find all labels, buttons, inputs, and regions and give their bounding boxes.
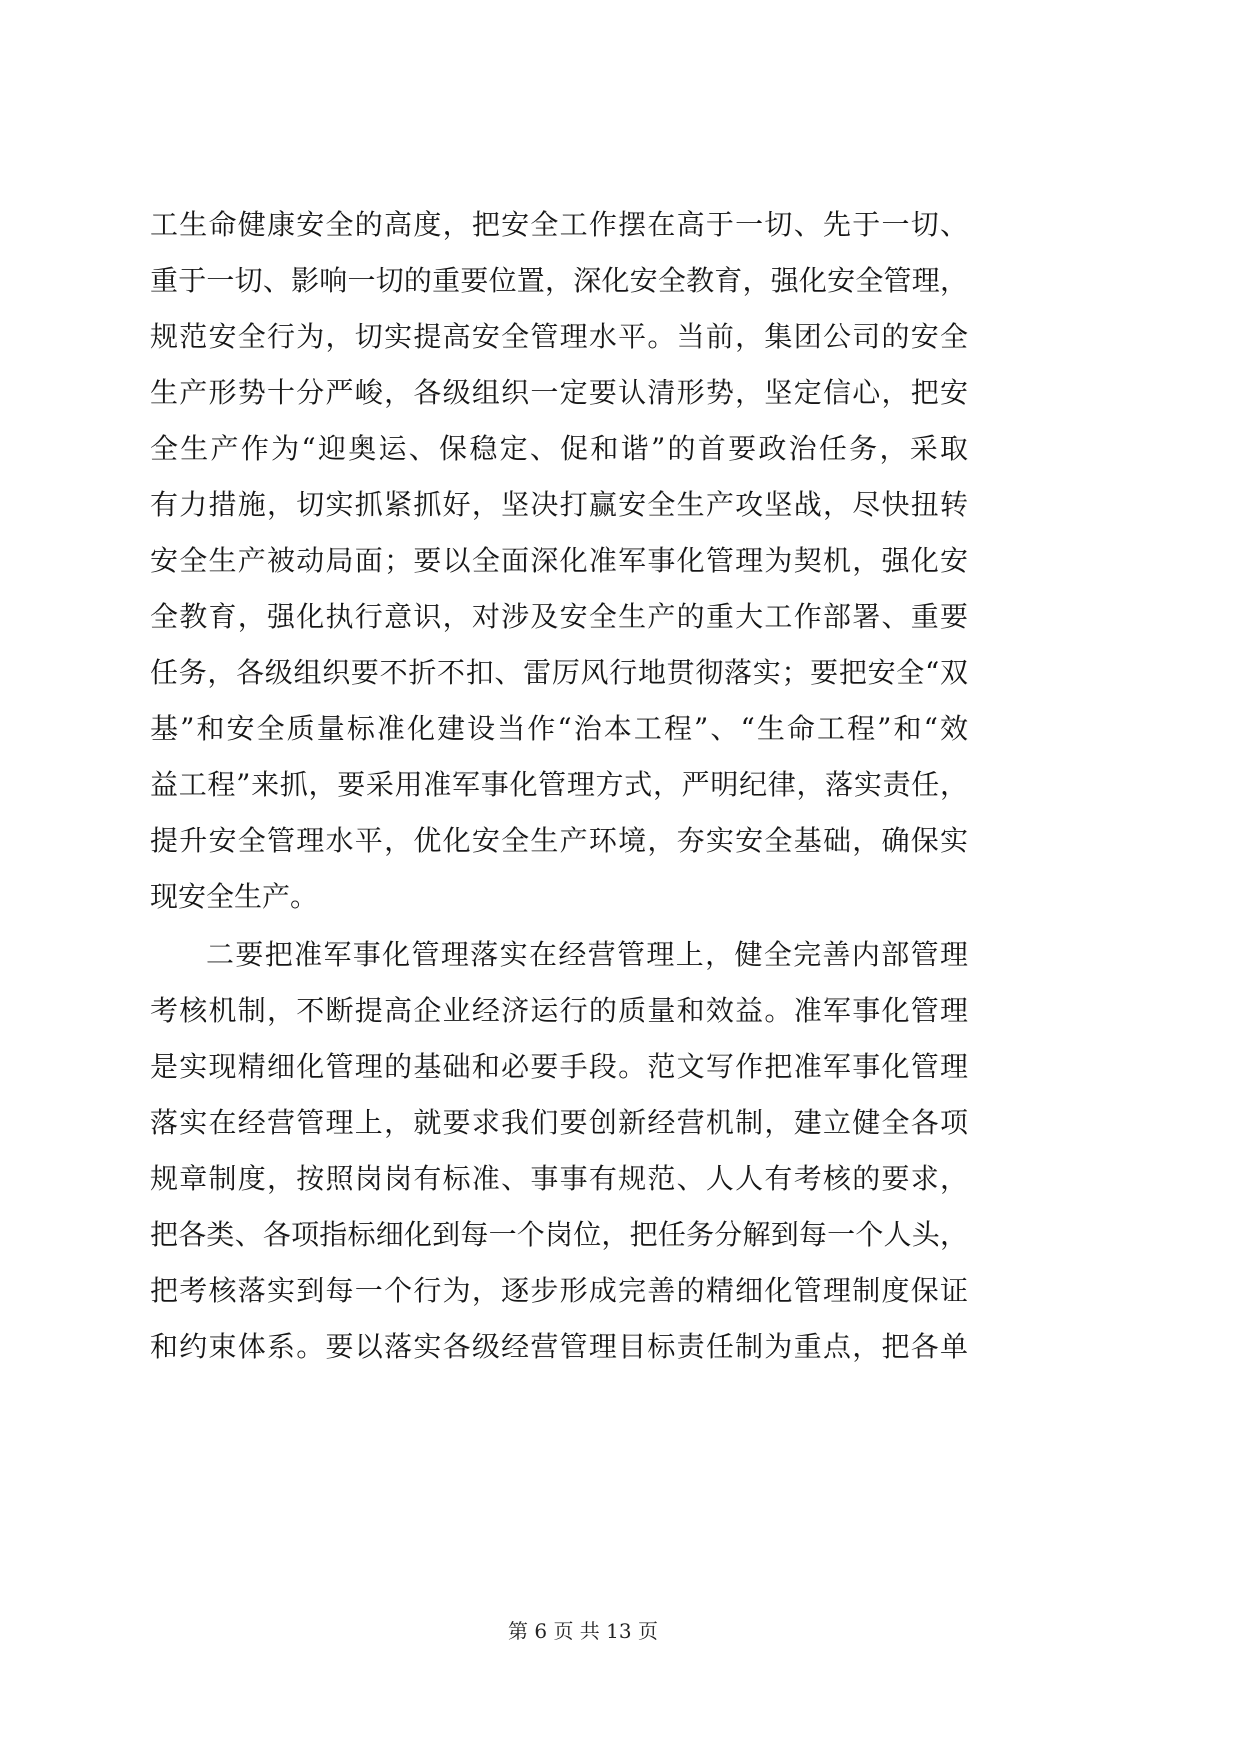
- text-line: 落实在经营管理上，就要求我们要创新经营机制，建立健全各项: [150, 1106, 968, 1139]
- text-line: 考核机制，不断提高企业经济运行的质量和效益。准军事化管理: [150, 994, 968, 1027]
- text-line: 现安全生产。: [150, 880, 319, 913]
- text-line: 益工程”来抓，要采用准军事化管理方式，严明纪律，落实责任，: [150, 768, 968, 801]
- text-line: 安全生产被动局面；要以全面深化准军事化管理为契机，强化安: [150, 544, 968, 577]
- text-line: 工生命健康安全的高度，把安全工作摆在高于一切、先于一切、: [150, 208, 968, 241]
- text-line: 是实现精细化管理的基础和必要手段。范文写作把准军事化管理: [150, 1050, 968, 1083]
- text-line: 规范安全行为，切实提高安全管理水平。当前，集团公司的安全: [150, 320, 968, 353]
- text-line: 提升安全管理水平，优化安全生产环境，夯实安全基础，确保实: [150, 824, 968, 857]
- paragraph-2: [150, 927, 968, 1375]
- page-number-footer: 第 6 页 共 13 页: [508, 1619, 658, 1643]
- text-line: 全教育，强化执行意识，对涉及安全生产的重大工作部署、重要: [150, 600, 968, 633]
- text-line: 把考核落实到每一个行为，逐步形成完善的精细化管理制度保证: [150, 1274, 968, 1307]
- document-body: [150, 197, 968, 1375]
- text-line: 全生产作为“迎奥运、保稳定、促和谐”的首要政治任务，采取: [150, 432, 968, 465]
- text-line: 任务，各级组织要不折不扣、雷厉风行地贯彻落实；要把安全“双: [150, 656, 968, 689]
- text-line: 和约束体系。要以落实各级经营管理目标责任制为重点，把各单: [150, 1330, 968, 1363]
- text-line: 二要把准军事化管理落实在经营管理上，健全完善内部管理: [206, 938, 968, 971]
- text-line: 把各类、各项指标细化到每一个岗位，把任务分解到每一个人头，: [150, 1218, 968, 1251]
- text-line: 基”和安全质量标准化建设当作“治本工程”、“生命工程”和“效: [150, 712, 968, 745]
- paragraph-1: [150, 197, 968, 925]
- text-line: 生产形势十分严峻，各级组织一定要认清形势，坚定信心，把安: [150, 376, 968, 409]
- text-line: 有力措施，切实抓紧抓好，坚决打赢安全生产攻坚战，尽快扭转: [150, 488, 968, 521]
- text-line: 重于一切、影响一切的重要位置，深化安全教育，强化安全管理，: [150, 264, 968, 297]
- text-line: 规章制度，按照岗岗有标准、事事有规范、人人有考核的要求，: [150, 1162, 968, 1195]
